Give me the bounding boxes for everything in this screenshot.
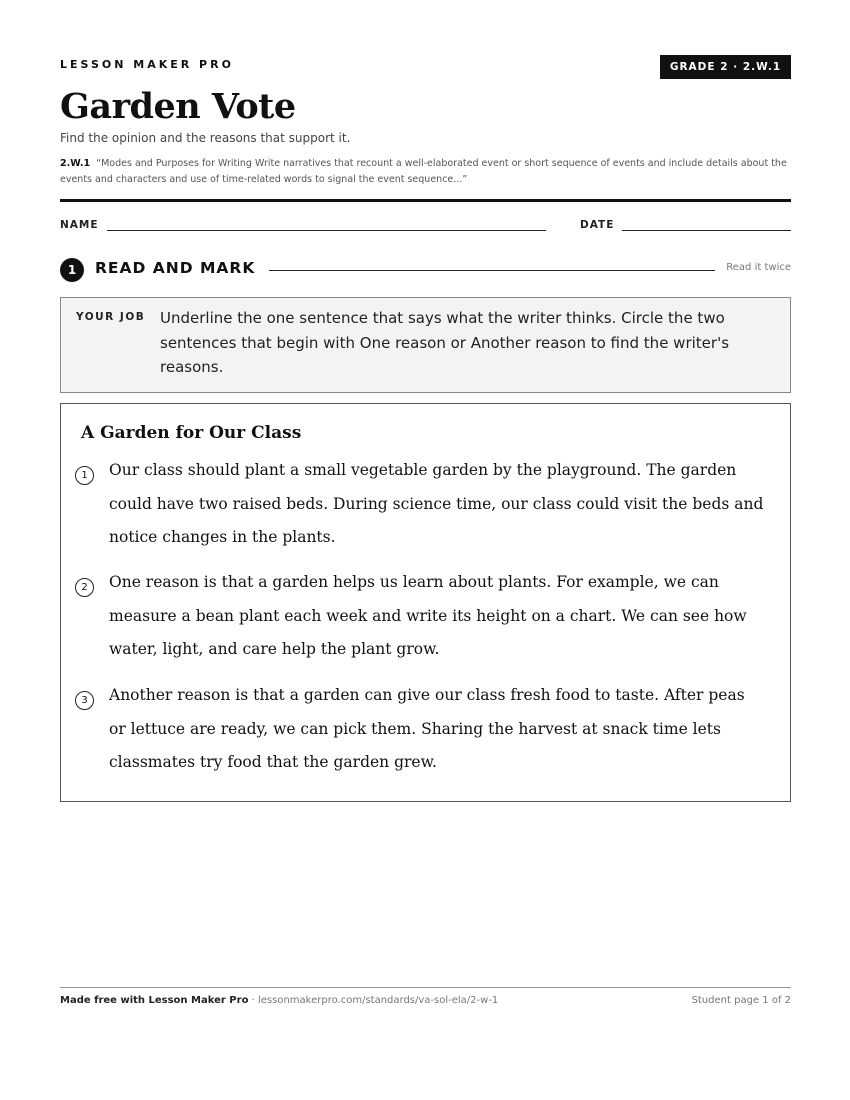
name-date-row bbox=[60, 219, 791, 235]
section-header bbox=[60, 257, 791, 283]
paragraph-text: One reason is that a garden helps us learn about plants. For example, we can measure a bean plant each week and write its height on a chart. We can see how water, light, and care help the plant grow. bbox=[109, 573, 747, 658]
page-title: Garden Vote bbox=[60, 86, 296, 127]
footer-credit bbox=[60, 995, 498, 1006]
instructions-label: YOUR JOB bbox=[76, 311, 146, 323]
paragraph-text: Another reason is that a garden can give our class fresh food to taste. After peas or lettuce are ready, we can pick them. Sharing the harvest at snack time lets classmates try food that the garden grew. bbox=[109, 686, 745, 771]
footer-url[interactable]: lessonmakerpro.com/standards/va-sol-ela/2-w-1 bbox=[257, 995, 499, 1006]
name-label: NAME bbox=[60, 219, 99, 231]
section-title: READ AND MARK bbox=[95, 259, 256, 277]
standard-text: “Modes and Purposes for Writing Write narratives that recount a well-elaborated event or short sequence of events and include details about the events and characters and use of time-related words to signal the event sequence...” bbox=[60, 158, 787, 185]
paragraph-number: 3 bbox=[75, 691, 94, 710]
reading-passage bbox=[60, 403, 791, 802]
brand-name: LESSON MAKER PRO bbox=[60, 58, 234, 71]
step-number-badge: 1 bbox=[60, 258, 84, 282]
paragraph-text: Our class should plant a small vegetable garden by the playground. The garden could have two raised beds. During science time, our class could visit the beds and notice changes in the plants. bbox=[109, 461, 764, 546]
date-field[interactable] bbox=[622, 230, 791, 231]
footer-made-with: Made free with Lesson Maker Pro bbox=[60, 995, 249, 1006]
paragraph-number: 1 bbox=[75, 466, 94, 485]
instructions-box bbox=[60, 297, 791, 393]
grade-badge: GRADE 2 · 2.W.1 bbox=[660, 55, 791, 79]
passage-title: A Garden for Our Class bbox=[81, 423, 302, 443]
instructions-text: Underline the one sentence that says what the writer thinks. Circle the two sentences that begin with One reason or Another reason to find the writer's reasons. bbox=[160, 309, 730, 376]
paragraph-number: 2 bbox=[75, 578, 94, 597]
date-label: DATE bbox=[580, 219, 615, 231]
standard-code: 2.W.1 bbox=[60, 158, 91, 169]
footer-divider bbox=[60, 987, 791, 988]
standard-description bbox=[60, 156, 791, 188]
header-divider bbox=[60, 199, 791, 202]
section-note: Read it twice bbox=[726, 262, 791, 273]
section-divider bbox=[269, 270, 715, 271]
footer-separator: · bbox=[248, 995, 258, 1006]
footer-page-info: Student page 1 of 2 bbox=[691, 995, 791, 1006]
name-field[interactable] bbox=[107, 230, 546, 231]
page-subtitle: Find the opinion and the reasons that support it. bbox=[60, 131, 351, 145]
